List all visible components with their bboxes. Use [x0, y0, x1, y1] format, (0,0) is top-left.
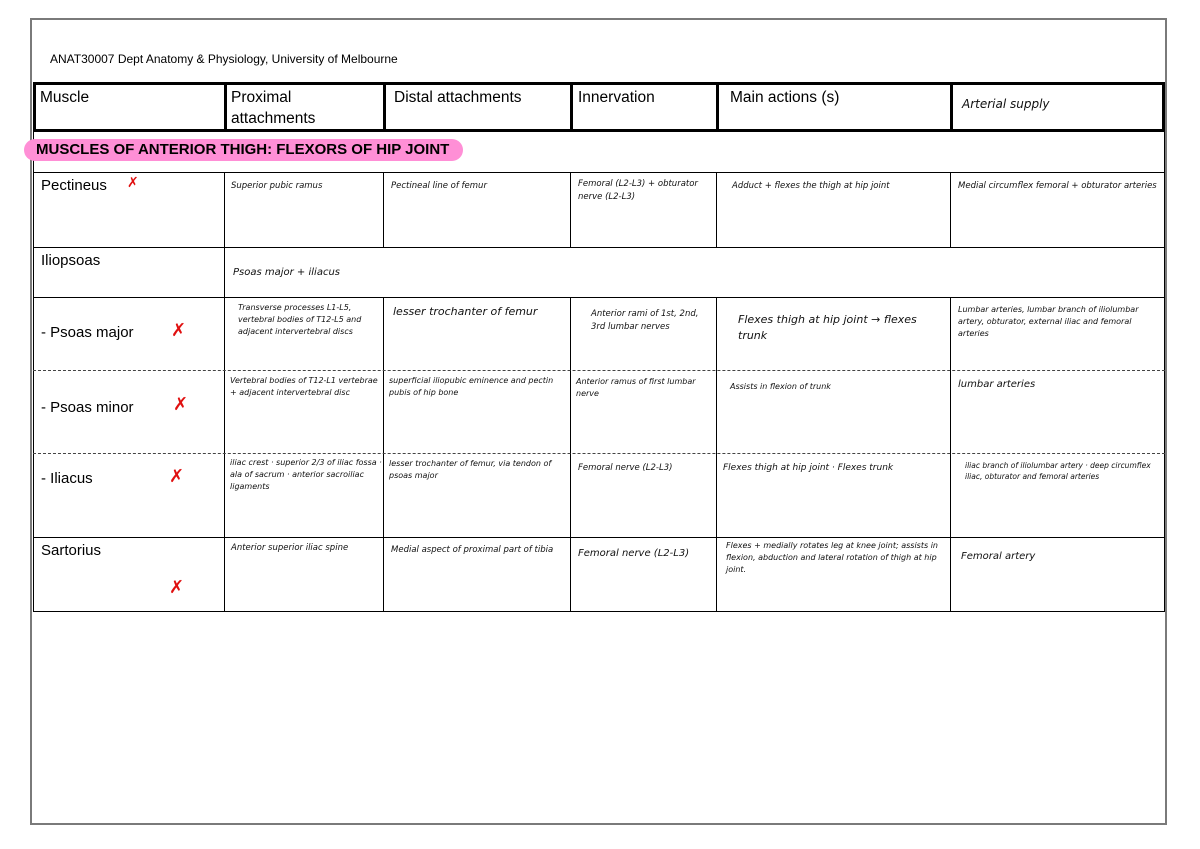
distal-cell: lesser trochanter of femur, via tendon of psoas major: [389, 459, 552, 480]
arterial-cell: Medial circumflex femoral + obturator arteries: [958, 181, 1157, 191]
header-divider: [383, 82, 386, 132]
header-divider: [716, 82, 719, 132]
muscle-table: [33, 82, 1165, 612]
header-distal: Distal attachments: [394, 89, 522, 106]
red-x-mark: ✗: [171, 320, 187, 341]
iliopsoas-note: Psoas major + iliacus: [233, 267, 340, 278]
column-divider: [950, 172, 951, 247]
header-arterial: Arterial supply: [962, 97, 1050, 111]
action-cell: Flexes thigh at hip joint → flexes trunk: [738, 313, 917, 342]
muscle-name: Sartorius: [41, 542, 102, 559]
header-innervation: Innervation: [578, 89, 655, 106]
muscle-name: - Psoas minor: [41, 399, 134, 416]
muscle-name: Pectineus: [41, 177, 107, 194]
muscle-name: - Psoas major: [41, 324, 134, 341]
action-cell: Flexes + medially rotates leg at knee joint; assists in flexion, abduction and lateral rotation of thigh at hip joint.: [726, 541, 938, 574]
dashed-row-divider: [33, 370, 1165, 371]
proximal-cell: Anterior superior iliac spine: [231, 543, 349, 553]
innervation-cell: Anterior rami of 1st, 2nd, 3rd lumbar nerves: [591, 309, 699, 332]
header-divider: [950, 82, 953, 132]
action-cell: Assists in flexion of trunk: [730, 382, 831, 391]
header-muscle: Muscle: [40, 89, 90, 106]
muscle-name: Iliopsoas: [41, 252, 101, 269]
muscle-name: - Iliacus: [41, 470, 93, 487]
column-divider: [224, 172, 225, 247]
innervation-cell: Anterior ramus of first lumbar nerve: [576, 377, 696, 398]
column-divider: [716, 172, 717, 247]
row-divider: [33, 247, 1165, 248]
header-actions: Main actions (s): [730, 89, 840, 106]
dashed-row-divider: [33, 453, 1165, 454]
distal-cell: Medial aspect of proximal part of tibia: [391, 545, 554, 555]
column-divider: [383, 172, 384, 247]
section-heading-highlight: MUSCLES OF ANTERIOR THIGH: FLEXORS OF HIP JOINT: [24, 139, 463, 161]
column-divider: [224, 247, 225, 612]
arterial-cell: Femoral artery: [961, 551, 1036, 562]
column-divider: [570, 172, 571, 247]
red-x-mark: ✗: [173, 394, 189, 415]
innervation-cell: Femoral nerve (L2-L3): [578, 548, 690, 559]
document-title: ANAT30007 Dept Anatomy & Physiology, University of Melbourne: [50, 52, 398, 66]
row-divider: [33, 172, 1165, 173]
innervation-cell: Femoral (L2-L3) + obturator nerve (L2-L3): [578, 179, 698, 202]
row-divider: [33, 537, 1165, 538]
distal-cell: Pectineal line of femur: [391, 181, 487, 191]
column-divider: [950, 297, 951, 612]
header-divider: [570, 82, 573, 132]
header-divider: [224, 82, 227, 132]
distal-cell: lesser trochanter of femur: [393, 305, 538, 318]
arterial-cell: Lumbar arteries, lumbar branch of iliolumbar artery, obturator, external iliac and femoral arteries: [958, 305, 1139, 338]
innervation-cell: Femoral nerve (L2-L3): [578, 463, 673, 473]
action-cell: Flexes thigh at hip joint · Flexes trunk: [723, 463, 894, 473]
distal-cell: superficial iliopubic eminence and pectin pubis of hip bone: [389, 376, 554, 397]
arterial-cell: lumbar arteries: [958, 379, 1036, 390]
red-x-mark: ✗: [127, 175, 139, 191]
column-divider: [570, 297, 571, 612]
arterial-cell: iliac branch of iliolumbar artery · deep circumflex iliac, obturator and femoral arteries: [965, 461, 1151, 481]
column-divider: [716, 297, 717, 612]
column-divider: [383, 297, 384, 612]
proximal-cell: iliac crest · superior 2/3 of iliac fossa · ala of sacrum · anterior sacroiliac ligaments: [230, 458, 382, 491]
red-x-mark: ✗: [169, 577, 185, 598]
proximal-cell: Superior pubic ramus: [231, 181, 323, 191]
proximal-cell: Transverse processes L1-L5, vertebral bodies of T12-L5 and adjacent intervertebral discs: [238, 303, 362, 336]
proximal-cell: Vertebral bodies of T12-L1 vertebrae + adjacent intervertebral disc: [230, 376, 378, 397]
header-proximal: Proximal attachments: [231, 89, 316, 127]
red-x-mark: ✗: [169, 466, 185, 487]
row-divider: [33, 297, 1165, 298]
table-frame: [33, 82, 1165, 612]
action-cell: Adduct + flexes the thigh at hip joint: [732, 181, 890, 191]
